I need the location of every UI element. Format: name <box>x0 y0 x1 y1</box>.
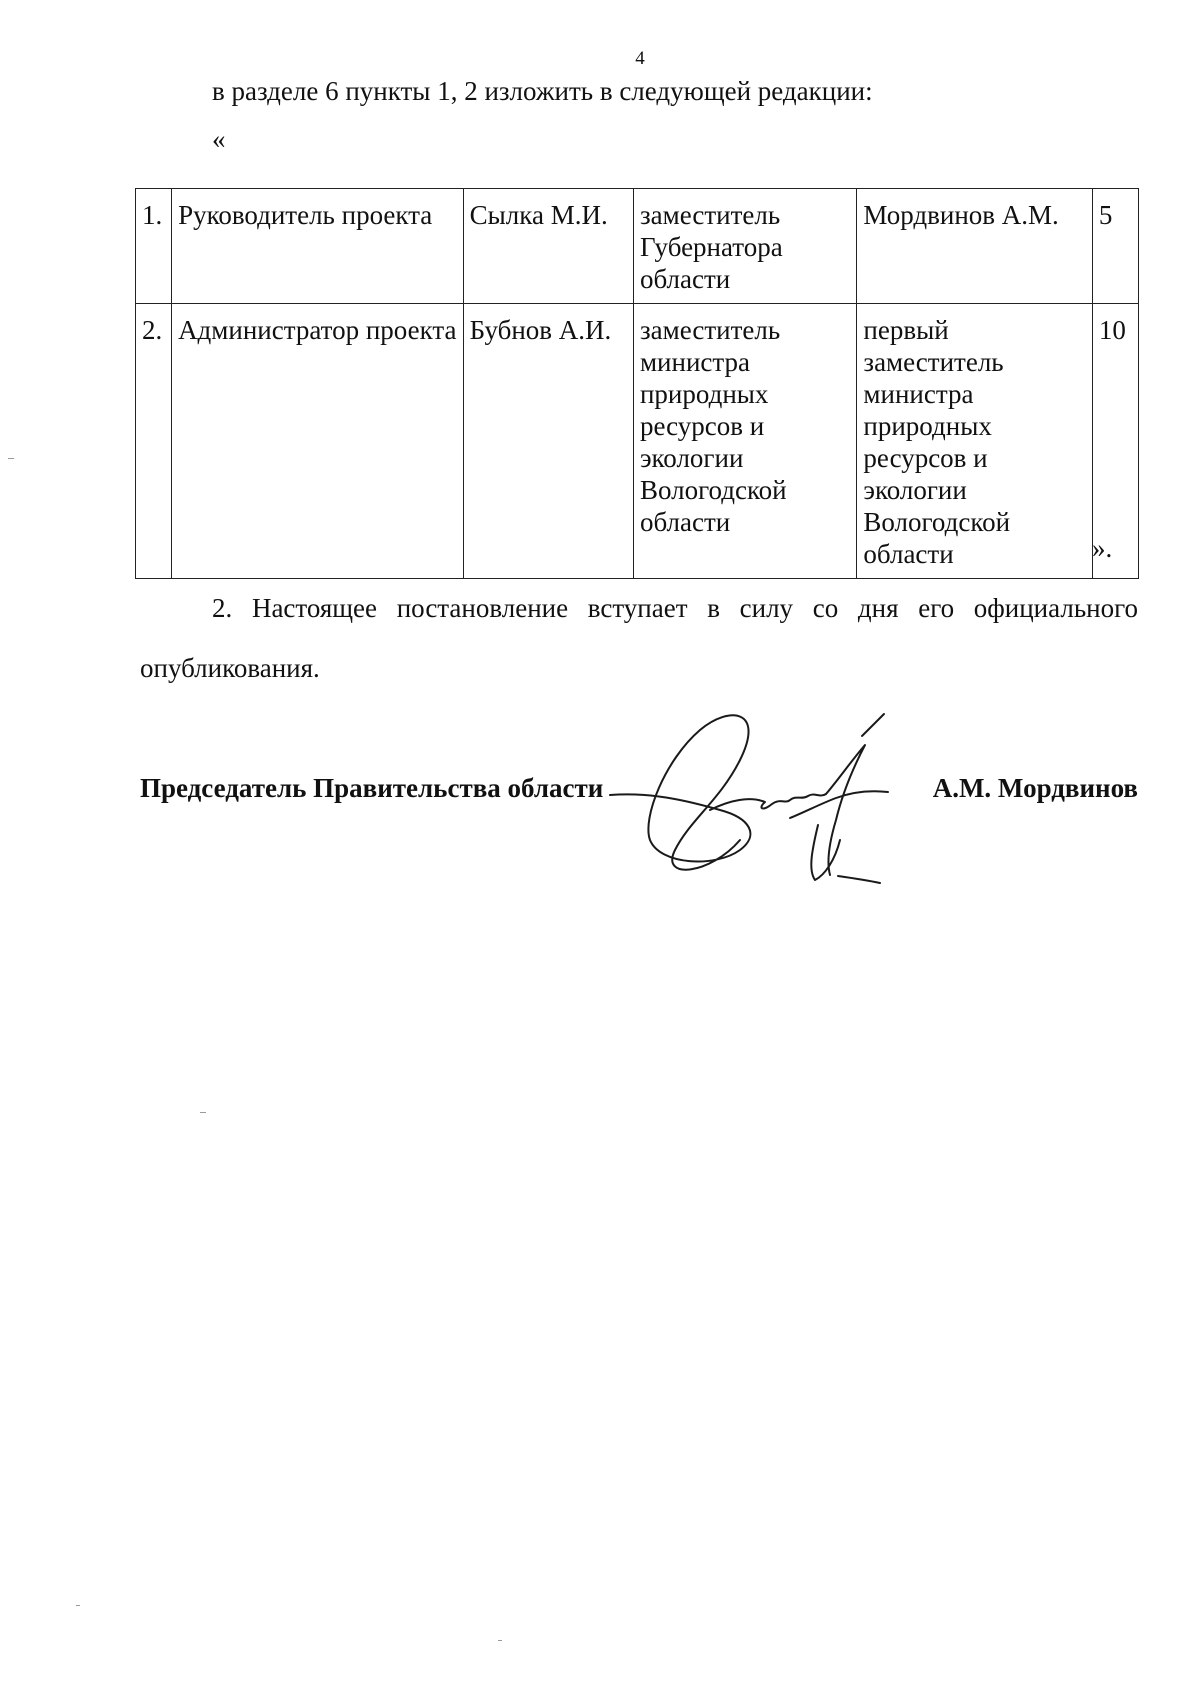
row-name: Бубнов А.И. <box>463 304 633 579</box>
scan-mark <box>8 458 14 459</box>
row-number: 1. <box>136 189 172 304</box>
row-role: Администратор проекта <box>172 304 464 579</box>
assignment-table <box>135 188 1139 579</box>
quote-close: ». <box>1092 533 1113 563</box>
row-position: заместитель Губернатора области <box>633 189 856 304</box>
row-value: 5 <box>1092 189 1138 304</box>
row-position: заместитель министра природных ресурсов и экологии Вологодской области <box>633 304 856 579</box>
scan-mark <box>200 1112 206 1113</box>
row-role: Руководитель проекта <box>172 189 464 304</box>
intro-text: в разделе 6 пункты 1, 2 изложить в следующей редакции: <box>212 76 873 106</box>
row-value: 10 <box>1092 304 1138 579</box>
row-substitute: Мордвинов А.М. <box>857 189 1092 304</box>
scan-mark <box>498 1640 502 1641</box>
row-name: Сылка М.И. <box>463 189 633 304</box>
scan-mark <box>76 1605 80 1606</box>
page-number: 4 <box>635 48 645 69</box>
quote-open: « <box>212 124 226 154</box>
table-row <box>136 189 1139 304</box>
signatory-name: А.М. Мордвинов <box>932 773 1138 803</box>
row-number: 2. <box>136 304 172 579</box>
paragraph-2: 2. Настоящее постановление вступает в силу со дня его официального опубликования. <box>140 593 1138 683</box>
table-row <box>136 304 1139 579</box>
signatory-title: Председатель Правительства области <box>140 773 604 803</box>
row-substitute: первый заместитель министра природных ресурсов и экологии Вологодской области <box>857 304 1092 579</box>
handwritten-signature <box>590 700 910 920</box>
